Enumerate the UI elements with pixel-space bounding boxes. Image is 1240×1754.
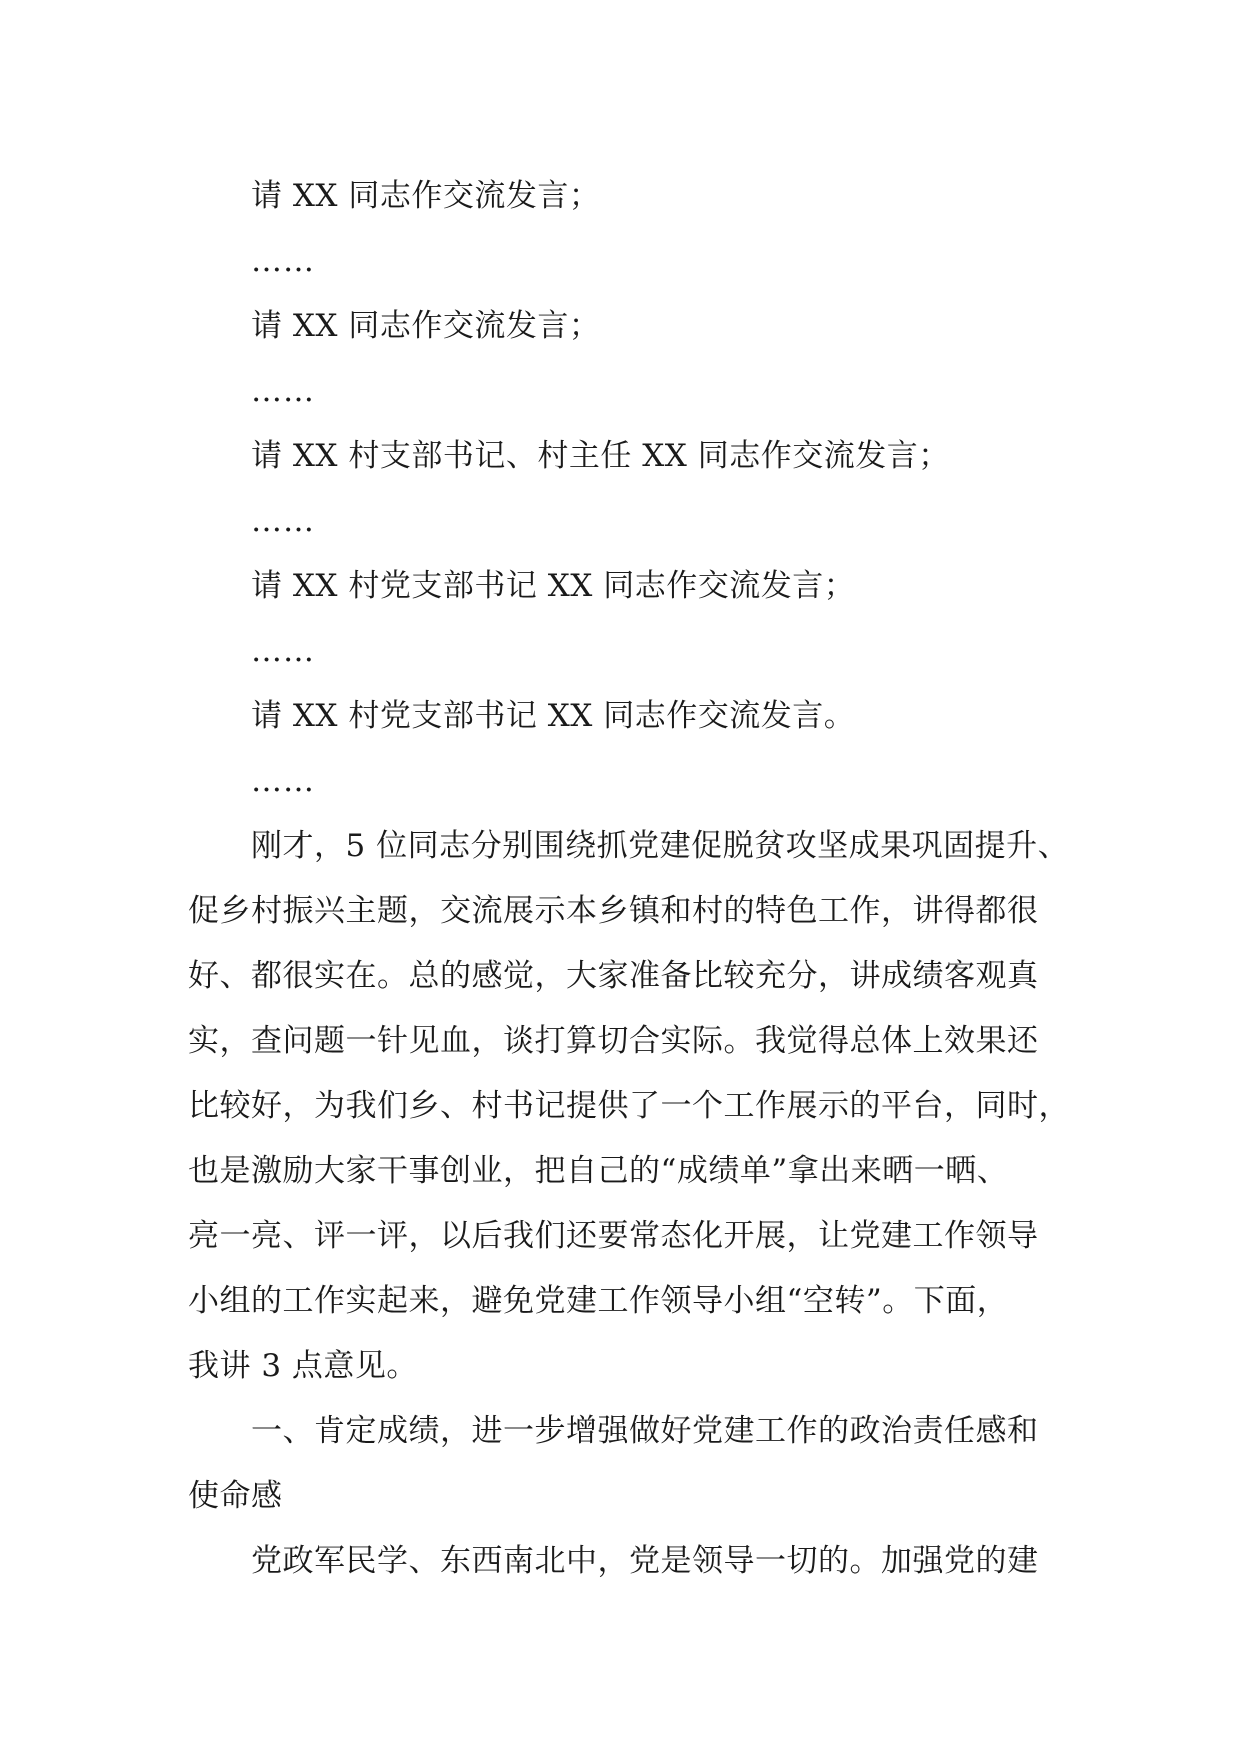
paragraph-line: 比较好，为我们乡、村书记提供了一个工作展示的平台，同时， xyxy=(188,1088,1070,1124)
paragraph-line: 请 XX 村党支部书记 XX 同志作交流发言； xyxy=(251,568,856,604)
paragraph-line: 请 XX 村支部书记、村主任 XX 同志作交流发言； xyxy=(251,438,950,474)
paragraph-line: 请 XX 村党支部书记 XX 同志作交流发言。 xyxy=(251,698,856,734)
paragraph-line: 请 XX 同志作交流发言； xyxy=(251,178,601,214)
paragraph-line: 小组的工作实起来，避免党建工作领导小组“空转”。下面， xyxy=(188,1283,1009,1319)
paragraph-line: 请 XX 同志作交流发言； xyxy=(251,308,601,344)
paragraph-line: 我讲 3 点意见。 xyxy=(188,1348,418,1384)
paragraph-line: 促乡村振兴主题，交流展示本乡镇和村的特色工作，讲得都很 xyxy=(188,893,1039,929)
paragraph-line: 刚才，5 位同志分别围绕抓党建促脱贫攻坚成果巩固提升、 xyxy=(251,828,1070,864)
section-heading-line: 一、肯定成绩，进一步增强做好党建工作的政治责任感和 xyxy=(251,1413,1039,1449)
ellipsis-line: …… xyxy=(251,633,315,669)
section-heading-line: 使命感 xyxy=(188,1478,283,1514)
document-body xyxy=(188,164,1068,1594)
ellipsis-line: …… xyxy=(251,243,315,279)
paragraph-line: 好、都很实在。总的感觉，大家准备比较充分，讲成绩客观真 xyxy=(188,958,1039,994)
paragraph-line: 也是激励大家干事创业，把自己的“成绩单”拿出来晒一晒、 xyxy=(188,1153,1009,1189)
paragraph-line: 党政军民学、东西南北中，党是领导一切的。加强党的建 xyxy=(251,1543,1039,1579)
paragraph-line: 亮一亮、评一评，以后我们还要常态化开展，让党建工作领导 xyxy=(188,1218,1039,1254)
ellipsis-line: …… xyxy=(251,763,315,799)
paragraph-line: 实，查问题一针见血，谈打算切合实际。我觉得总体上效果还 xyxy=(188,1023,1039,1059)
ellipsis-line: …… xyxy=(251,503,315,539)
ellipsis-line: …… xyxy=(251,373,315,409)
